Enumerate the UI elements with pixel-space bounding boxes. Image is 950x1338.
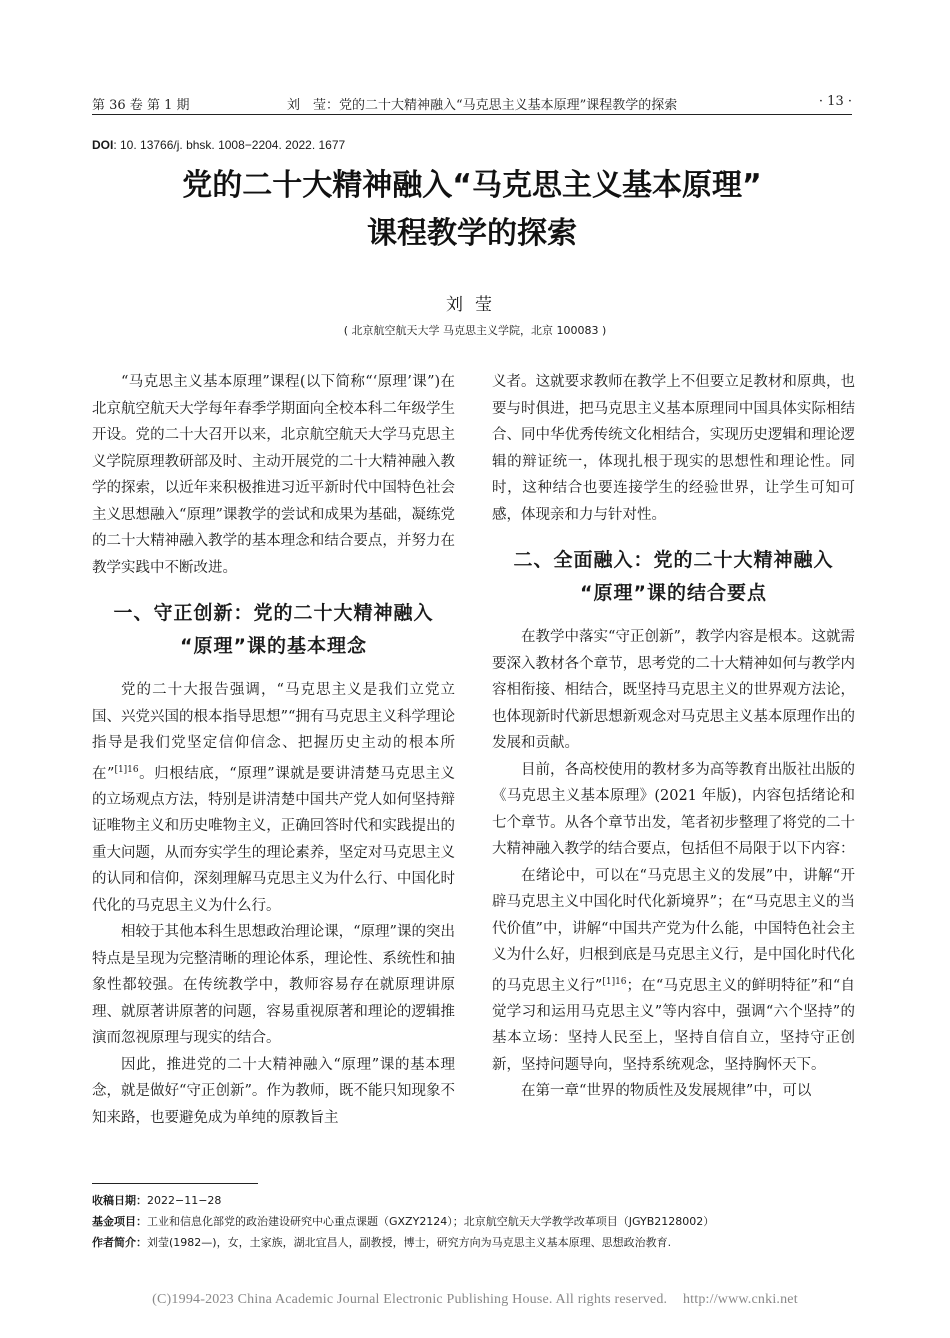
body-paragraph: 在第一章“世界的物质性及发展规律”中，可以: [521, 1083, 812, 1100]
section-heading-1: [92, 597, 455, 663]
page-number: · 13 ·: [818, 94, 852, 109]
bio-label: 作者简介：: [92, 1236, 147, 1249]
section-heading-2: [492, 544, 855, 610]
section-heading-2-line1: 二、全面融入：党的二十大精神融入: [513, 549, 834, 571]
section-heading-1-line1: 一、守正创新：党的二十大精神融入: [113, 602, 434, 624]
intro-paragraph: “马克思主义基本原理”课程(以下简称“‘原理’课”)在北京航空航天大学每年春季学期面向全校本科二年级学生开设。党的二十大召开以来，北京航空航天大学马克思主义学院原理教研部及时、主动开展党的二十大精神融入教学的探索，以近年来积极推进习近平新时代中国特色社会主义思想融入“原理”课教学的尝试和成果为基础，凝练党的二十大精神融入教学的基本理念和结合要点，并努力在教学实践中不断改进。: [92, 374, 455, 576]
left-column: [92, 369, 455, 1131]
footnote-author-bio: [92, 1232, 852, 1253]
doi: [92, 138, 345, 152]
author-name: 刘莹: [446, 295, 504, 315]
section-heading-2-line2: “原理”课的结合要点: [580, 582, 767, 604]
received-date: 2022−11−28: [147, 1194, 222, 1207]
footnote-fund: [92, 1211, 852, 1232]
citation-ref: [1]16: [114, 764, 139, 775]
paragraph-text: ；在“马克思主义的鲜明特征”和“自觉学习和运用马克思主义”等内容中，强调“六个坚持”的基本立场：坚持人民至上，坚持自信自立，坚持守正创新，坚持问题导向，坚持系统观念，坚持胸怀天下。: [492, 977, 855, 1073]
copyright-text: (C)1994-2023 China Academic Journal Electronic Publishing House. All rights reserved.: [152, 1292, 668, 1307]
body-paragraph: 义者。这就要求教师在教学上不但要立足教材和原典，也要与时俱进，把马克思主义基本原理同中国具体实际相结合、同中华优秀传统文化相结合，实现历史逻辑和理论逻辑的辩证统一，体现扎根于现实的思想性和理论性。同时，这种结合也要连接学生的经验世界，让学生可知可感，体现亲和力与针对性。: [492, 374, 855, 523]
footnote-received: [92, 1190, 852, 1211]
copyright-watermark: [0, 1292, 950, 1308]
article-title: [92, 162, 852, 258]
footnotes: [92, 1190, 852, 1253]
doi-value: : 10. 13766/j. bhsk. 1008−2204. 2022. 1677: [113, 138, 346, 152]
right-column: [492, 369, 855, 1105]
paragraph-text: 党的二十大报告强调，“马克思主义是我们立党立国、兴党兴国的根本指导思想”“拥有马克思主义科学理论指导是我们党坚定信仰信念、把握历史主动的根本所在”: [92, 682, 455, 782]
section-heading-1-line2: “原理”课的基本理念: [180, 635, 367, 657]
body-paragraph: [492, 863, 855, 1079]
journal-volume: 第 36 卷 第 1 期: [92, 98, 190, 113]
body-paragraph: [92, 677, 455, 919]
running-title: 刘 莹：党的二十大精神融入“马克思主义基本原理”课程教学的探索: [287, 98, 678, 113]
paragraph-text: 。归根结底，“原理”课就是要讲清楚马克思主义的立场观点方法，特别是讲清楚中国共产党人如何坚持辩证唯物主义和历史唯物主义，正确回答时代和实践提出的重大问题，从而夯实学生的理论素养，坚定对马克思主义的认同和信仰，深刻理解马克思主义为什么行、中国化时代化的马克思主义为什么行。: [92, 765, 455, 914]
citation-ref: [1]16: [602, 976, 627, 987]
bio-text: 刘莹(1982—)，女，土家族，湖北宜昌人，副教授，博士，研究方向为马克思主义基本原理、思想政治教育.: [147, 1236, 672, 1249]
running-header: [92, 92, 852, 115]
body-paragraph: 在教学中落实“守正创新”，教学内容是根本。这就需要深入教材各个章节，思考党的二十大精神如何与教学内容相衔接、相结合，既坚持马克思主义的世界观方法论，也体现新时代新思想新观念对马克思主义基本原理作出的发展和贡献。: [492, 629, 855, 751]
author-affiliation: ( 北京航空航天大学 马克思主义学院，北京 100083 ): [343, 324, 607, 337]
title-line-1: 党的二十大精神融入“马克思主义基本原理”: [182, 168, 762, 203]
copyright-url[interactable]: http://www.cnki.net: [682, 1292, 798, 1307]
footnote-divider: [92, 1183, 258, 1184]
body-paragraph: 因此，推进党的二十大精神融入“原理”课的基本理念，就是做好“守正创新”。作为教师，既不能只知现象不知来路，也要避免成为单纯的原教旨主: [92, 1056, 455, 1126]
body-paragraph: 目前，各高校使用的教材多为高等教育出版社出版的《马克思主义基本原理》(2021 年版)，内容包括绪论和七个章节。从各个章节出发，笔者初步整理了将党的二十大精神融入教学的结合要点，包括但不局限于以下内容：: [492, 761, 855, 857]
fund-label: 基金项目：: [92, 1215, 147, 1228]
doi-label: DOI: [92, 138, 114, 152]
paragraph-text: 在绪论中，可以在“马克思主义的发展”中，讲解“开辟马克思主义中国化时代化新境界”；在“马克思主义的当代价值”中，讲解“中国共产党为什么能，中国特色社会主义为什么好，归根到底是马克思主义行，是中国化时代化的马克思主义行”: [492, 867, 855, 994]
received-label: 收稿日期：: [92, 1194, 147, 1207]
title-line-2: 课程教学的探索: [367, 216, 577, 251]
fund-text: 工业和信息化部党的政治建设研究中心重点课题（GXZY2124）；北京航空航天大学教学改革项目（JGYB2128002）: [147, 1215, 715, 1228]
body-paragraph: 相较于其他本科生思想政治理论课，“原理”课的突出特点是呈现为完整清晰的理论体系，理论性、系统性和抽象性都较强。在传统教学中，教师容易存在就原理讲原理、就原著讲原著的问题，容易重视原著和理论的逻辑推演而忽视原理与现实的结合。: [92, 924, 455, 1047]
